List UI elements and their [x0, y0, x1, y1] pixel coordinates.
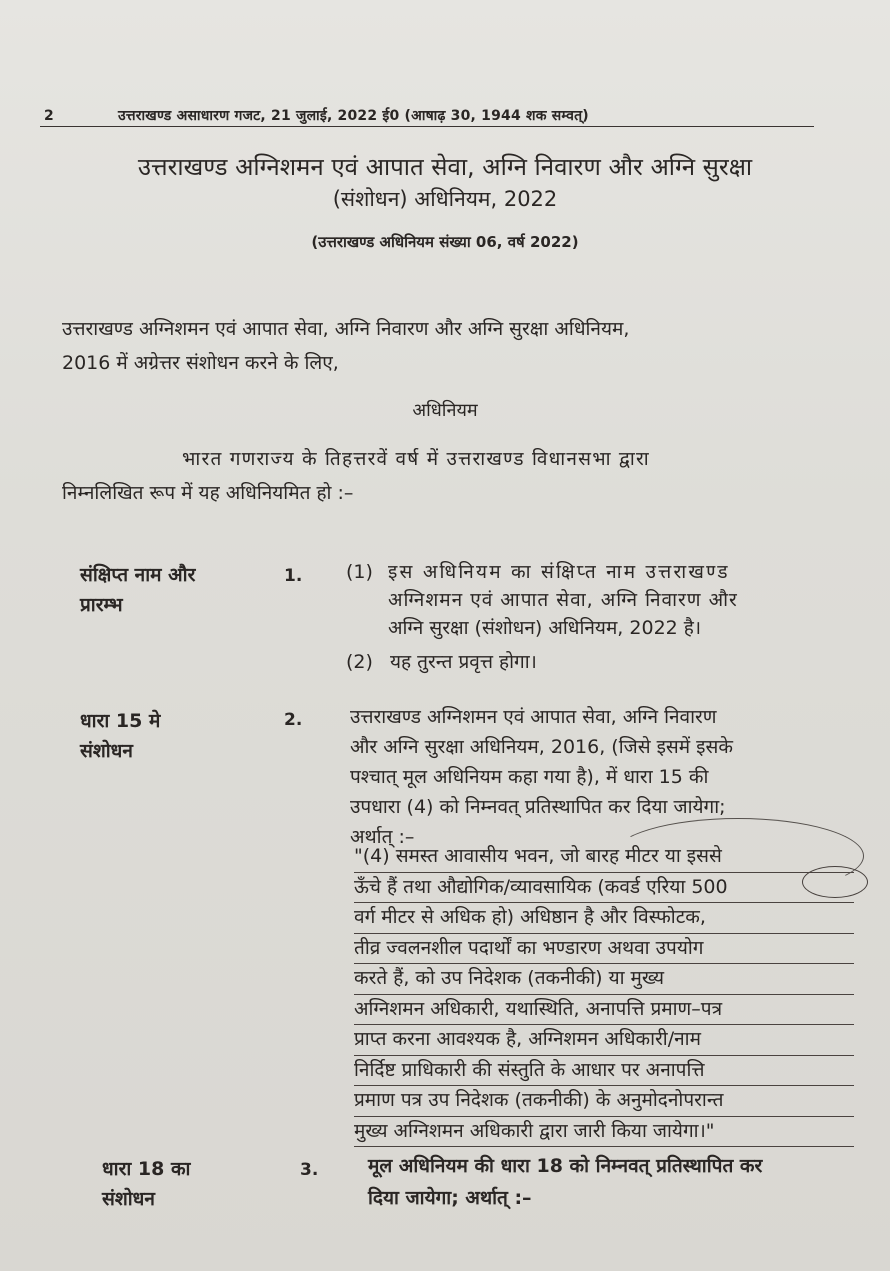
- section2-line2: और अग्नि सुरक्षा अधिनियम, 2016, (जिसे इसमें इसके: [350, 736, 733, 758]
- section2-line3: पश्चात् मूल अधिनियम कहा गया है), में धारा 15 की: [350, 766, 709, 788]
- quote-line9: प्रमाण पत्र उप निदेशक (तकनीकी) के अनुमोदनोपरान्त: [354, 1086, 854, 1117]
- section1-sub2-number: (2): [346, 651, 373, 673]
- section3-line1: मूल अधिनियम की धारा 18 को निम्नवत् प्रतिस्थापित कर: [368, 1155, 763, 1177]
- section2-side-line2: संशोधन: [80, 740, 133, 762]
- quote-line10: मुख्य अग्निशमन अधिकारी द्वारा जारी किया जायेगा।": [354, 1117, 854, 1148]
- section1-sub1-line3: अग्नि सुरक्षा (संशोधन) अधिनियम, 2022 है।: [388, 617, 702, 639]
- quote-line1: "(4) समस्त आवासीय भवन, जो बारह मीटर या इससे: [354, 842, 854, 873]
- quote-line2: ऊँचे हैं तथा औद्योगिक/व्यावसायिक (कवर्ड एरिया 500: [354, 873, 854, 904]
- section1-side-line1: संक्षिप्त नाम और: [80, 564, 196, 586]
- act-title-line2: (संशोधन) अधिनियम, 2022: [332, 187, 558, 211]
- section3-text: [368, 1150, 868, 1214]
- section3-side-line1: धारा 18 का: [102, 1158, 191, 1180]
- preamble: [62, 312, 842, 380]
- act-title-line1: उत्तराखण्ड अग्निशमन एवं आपात सेवा, अग्नि निवारण और अग्नि सुरक्षा: [137, 153, 753, 181]
- quote-line4: तीव्र ज्वलनशील पदार्थों का भण्डारण अथवा उपयोग: [354, 934, 854, 965]
- preamble-line2: 2016 में अग्रेत्तर संशोधन करने के लिए,: [62, 352, 339, 374]
- section3-side-note: [102, 1154, 190, 1214]
- header-rule: [40, 126, 814, 127]
- section2-number: 2.: [284, 710, 303, 730]
- section1-sub1-line2: अग्निशमन एवं आपात सेवा, अग्नि निवारण और: [388, 589, 738, 611]
- section1-sub1-number: (1): [346, 561, 373, 583]
- section2-side-note: [80, 706, 160, 766]
- section1-sub2-text: यह तुरन्त प्रवृत्त होगा।: [390, 651, 537, 673]
- section1-side-note: [80, 560, 195, 620]
- section1-sub1-line1: इस अधिनियम का संक्षिप्त नाम उत्तराखण्ड: [388, 561, 730, 583]
- running-head: उत्तराखण्ड असाधारण गजट, 21 जुलाई, 2022 ई0 (आषाढ़ 30, 1944 शक सम्वत्): [118, 108, 589, 124]
- ink-annotation-circle: [802, 866, 868, 898]
- quote-line7: प्राप्त करना आवश्यक है, अग्निशमन अधिकारी/नाम: [354, 1025, 854, 1056]
- section2-line5: अर्थात् :–: [350, 826, 415, 848]
- quote-line6: अग्निशमन अधिकारी, यथास्थिति, अनापत्ति प्रमाण–पत्र: [354, 995, 854, 1026]
- section1-number: 1.: [284, 566, 303, 586]
- section3-line2: दिया जायेगा; अर्थात् :–: [368, 1187, 532, 1209]
- enacting-clause: [62, 442, 842, 510]
- section3-side-line2: संशोधन: [102, 1188, 155, 1210]
- quote-line3: वर्ग मीटर से अधिक हो) अधिष्ठान है और विस्फोटक,: [354, 903, 854, 934]
- act-number: (उत्तराखण्ड अधिनियम संख्या 06, वर्ष 2022): [311, 233, 579, 251]
- section2-line4: उपधारा (4) को निम्नवत् प्रतिस्थापित कर दिया जायेगा;: [350, 796, 726, 818]
- quote-line8: निर्दिष्ट प्राधिकारी की संस्तुति के आधार पर अनापत्ति: [354, 1056, 854, 1087]
- preamble-line1: उत्तराखण्ड अग्निशमन एवं आपात सेवा, अग्नि निवारण और अग्नि सुरक्षा अधिनियम,: [62, 318, 630, 340]
- section1-sub1-text: [388, 558, 848, 642]
- section2-side-line1: धारा 15 मे: [80, 710, 161, 732]
- enacting-line1: भारत गणराज्य के तिहत्तरवें वर्ष में उत्तराखण्ड विधानसभा द्वारा: [182, 448, 650, 470]
- section1-side-line2: प्रारम्भ: [80, 594, 123, 616]
- quote-line5: करते हैं, को उप निदेशक (तकनीकी) या मुख्य: [354, 964, 854, 995]
- section3-number: 3.: [300, 1160, 319, 1180]
- page-number: 2: [44, 108, 54, 124]
- enactment-heading: अधिनियम: [412, 400, 478, 421]
- section2-line1: उत्तराखण्ड अग्निशमन एवं आपात सेवा, अग्नि निवारण: [350, 706, 717, 728]
- enacting-line2: निम्नलिखित रूप में यह अधिनियमित हो :–: [62, 482, 354, 504]
